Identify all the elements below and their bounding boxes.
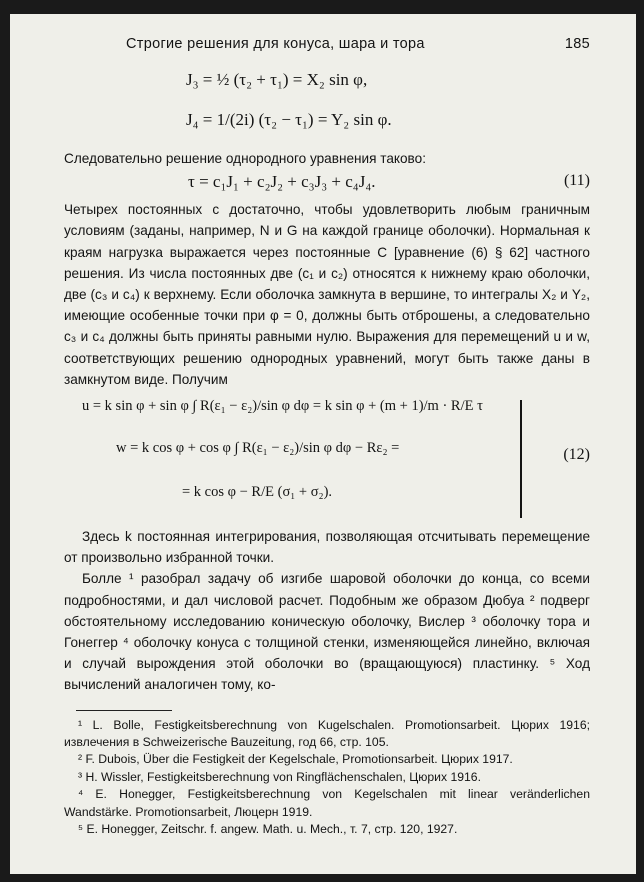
footnotes — [64, 717, 590, 839]
equation-12-line-3: = k cos φ − R/E (σ₁ + σ₂). — [182, 484, 333, 501]
equation-11-number: (11) — [563, 172, 590, 190]
paragraph-4: Болле ¹ разобрал задачу об изгибе шаровой оболочки до конца, со всеми подробностями, и дал числовой расчет. Подобным же образом Дюбуа ² подверг обстоятельному исследованию коническую оболочку, Вислер ³ оболочку тора и Гонеггер ⁴ оболочку конуса с толщиной стенки, изменяющейся линейно, включая и случай вырождения этой оболочки во (вращающуюся) пластинку. ⁵ Ход вычислений аналогичен тому, ко- — [64, 571, 590, 693]
equation-12-number: (12) — [563, 446, 590, 464]
page-number: 185 — [564, 36, 590, 52]
running-header — [126, 36, 590, 52]
equation-12-block — [64, 394, 590, 526]
footnote-3: ³ H. Wissler, Festigkeitsberechnung von Ringflächenschalen, Цюрих 1916. — [78, 769, 481, 784]
paragraph-3: Здесь k постоянная интегрирования, позволяющая отсчитывать перемещение от произвольно избранной точки. — [64, 529, 590, 566]
equation-11 — [64, 169, 590, 199]
book-page — [10, 14, 636, 874]
footnote-2: ² F. Dubois, Über die Festigkeit der Kegelschale, Promotionsarbeit. Цюрих 1917. — [78, 752, 513, 767]
footnote-1: ¹ L. Bolle, Festigkeitsberechnung von Kugelschalen. Promotionsarbeit. Цюрих 1916; извлечения в Schweizerische Bauzeitung, год 66, стр. 105. — [64, 717, 590, 750]
footnote-4: ⁴ E. Honegger, Festigkeitsberechnung von Kegelschalen mit linear veränderlichen Wandstärke. Promotionsarbeit, Люцерн 1919. — [64, 787, 590, 819]
equation-j3 — [64, 64, 590, 104]
paragraph-1: Следовательно решение однородного уравнения таково: — [64, 151, 426, 166]
footnote-rule — [76, 710, 172, 711]
equation-j4 — [64, 104, 590, 144]
equation-11-text: τ = c₁J₁ + c₂J₂ + c₃J₃ + c₄J₄. — [188, 172, 376, 192]
running-title: Строгие решения для конуса, шара и тора — [126, 36, 425, 52]
equation-12-brace — [520, 400, 522, 518]
equation-j4-text: J₄ = 1/(2i) (τ₂ − τ₁) = Y₂ sin φ. — [186, 110, 392, 129]
equation-12-line-1: u = k sin φ + sin φ ∫ R(ε₁ − ε₂)/sin φ dφ = k sin φ + (m + 1)/m · R/E τ — [82, 398, 483, 415]
paragraph-2: Четырех постоянных c достаточно, чтобы удовлетворить любым граничным условиям (заданы, например, N и G на каждой границе оболочки). Нормальная к краям нагрузка выражается через постоянные C [уравнение (6) § 62] частного решения. Из числа постоянных две (c₁ и c₂) относятся к нижнему краю оболочки, две (c₃ и c₄) к верхнему. Если оболочка замкнута в вершине, то интегралы X₂ и Y₂, имеющие особенные точки при φ = 0, должны быть отброшены, а следовательно c₃ и c₄ должны быть приняты равными нулю. Выражения для перемещений u и w, соответствующих решению однородных уравнений, могут быть также даны в замкнутом виде. Получим — [64, 202, 590, 387]
equation-j3-text: J₃ = ½ (τ₂ + τ₁) = X₂ sin φ, — [186, 70, 368, 89]
footnote-5: ⁵ E. Honegger, Zeitschr. f. angew. Math. u. Mech., т. 7, стр. 120, 1927. — [78, 822, 458, 837]
equation-12-line-2: w = k cos φ + cos φ ∫ R(ε₁ − ε₂)/sin φ dφ − Rε₂ = — [116, 440, 400, 457]
